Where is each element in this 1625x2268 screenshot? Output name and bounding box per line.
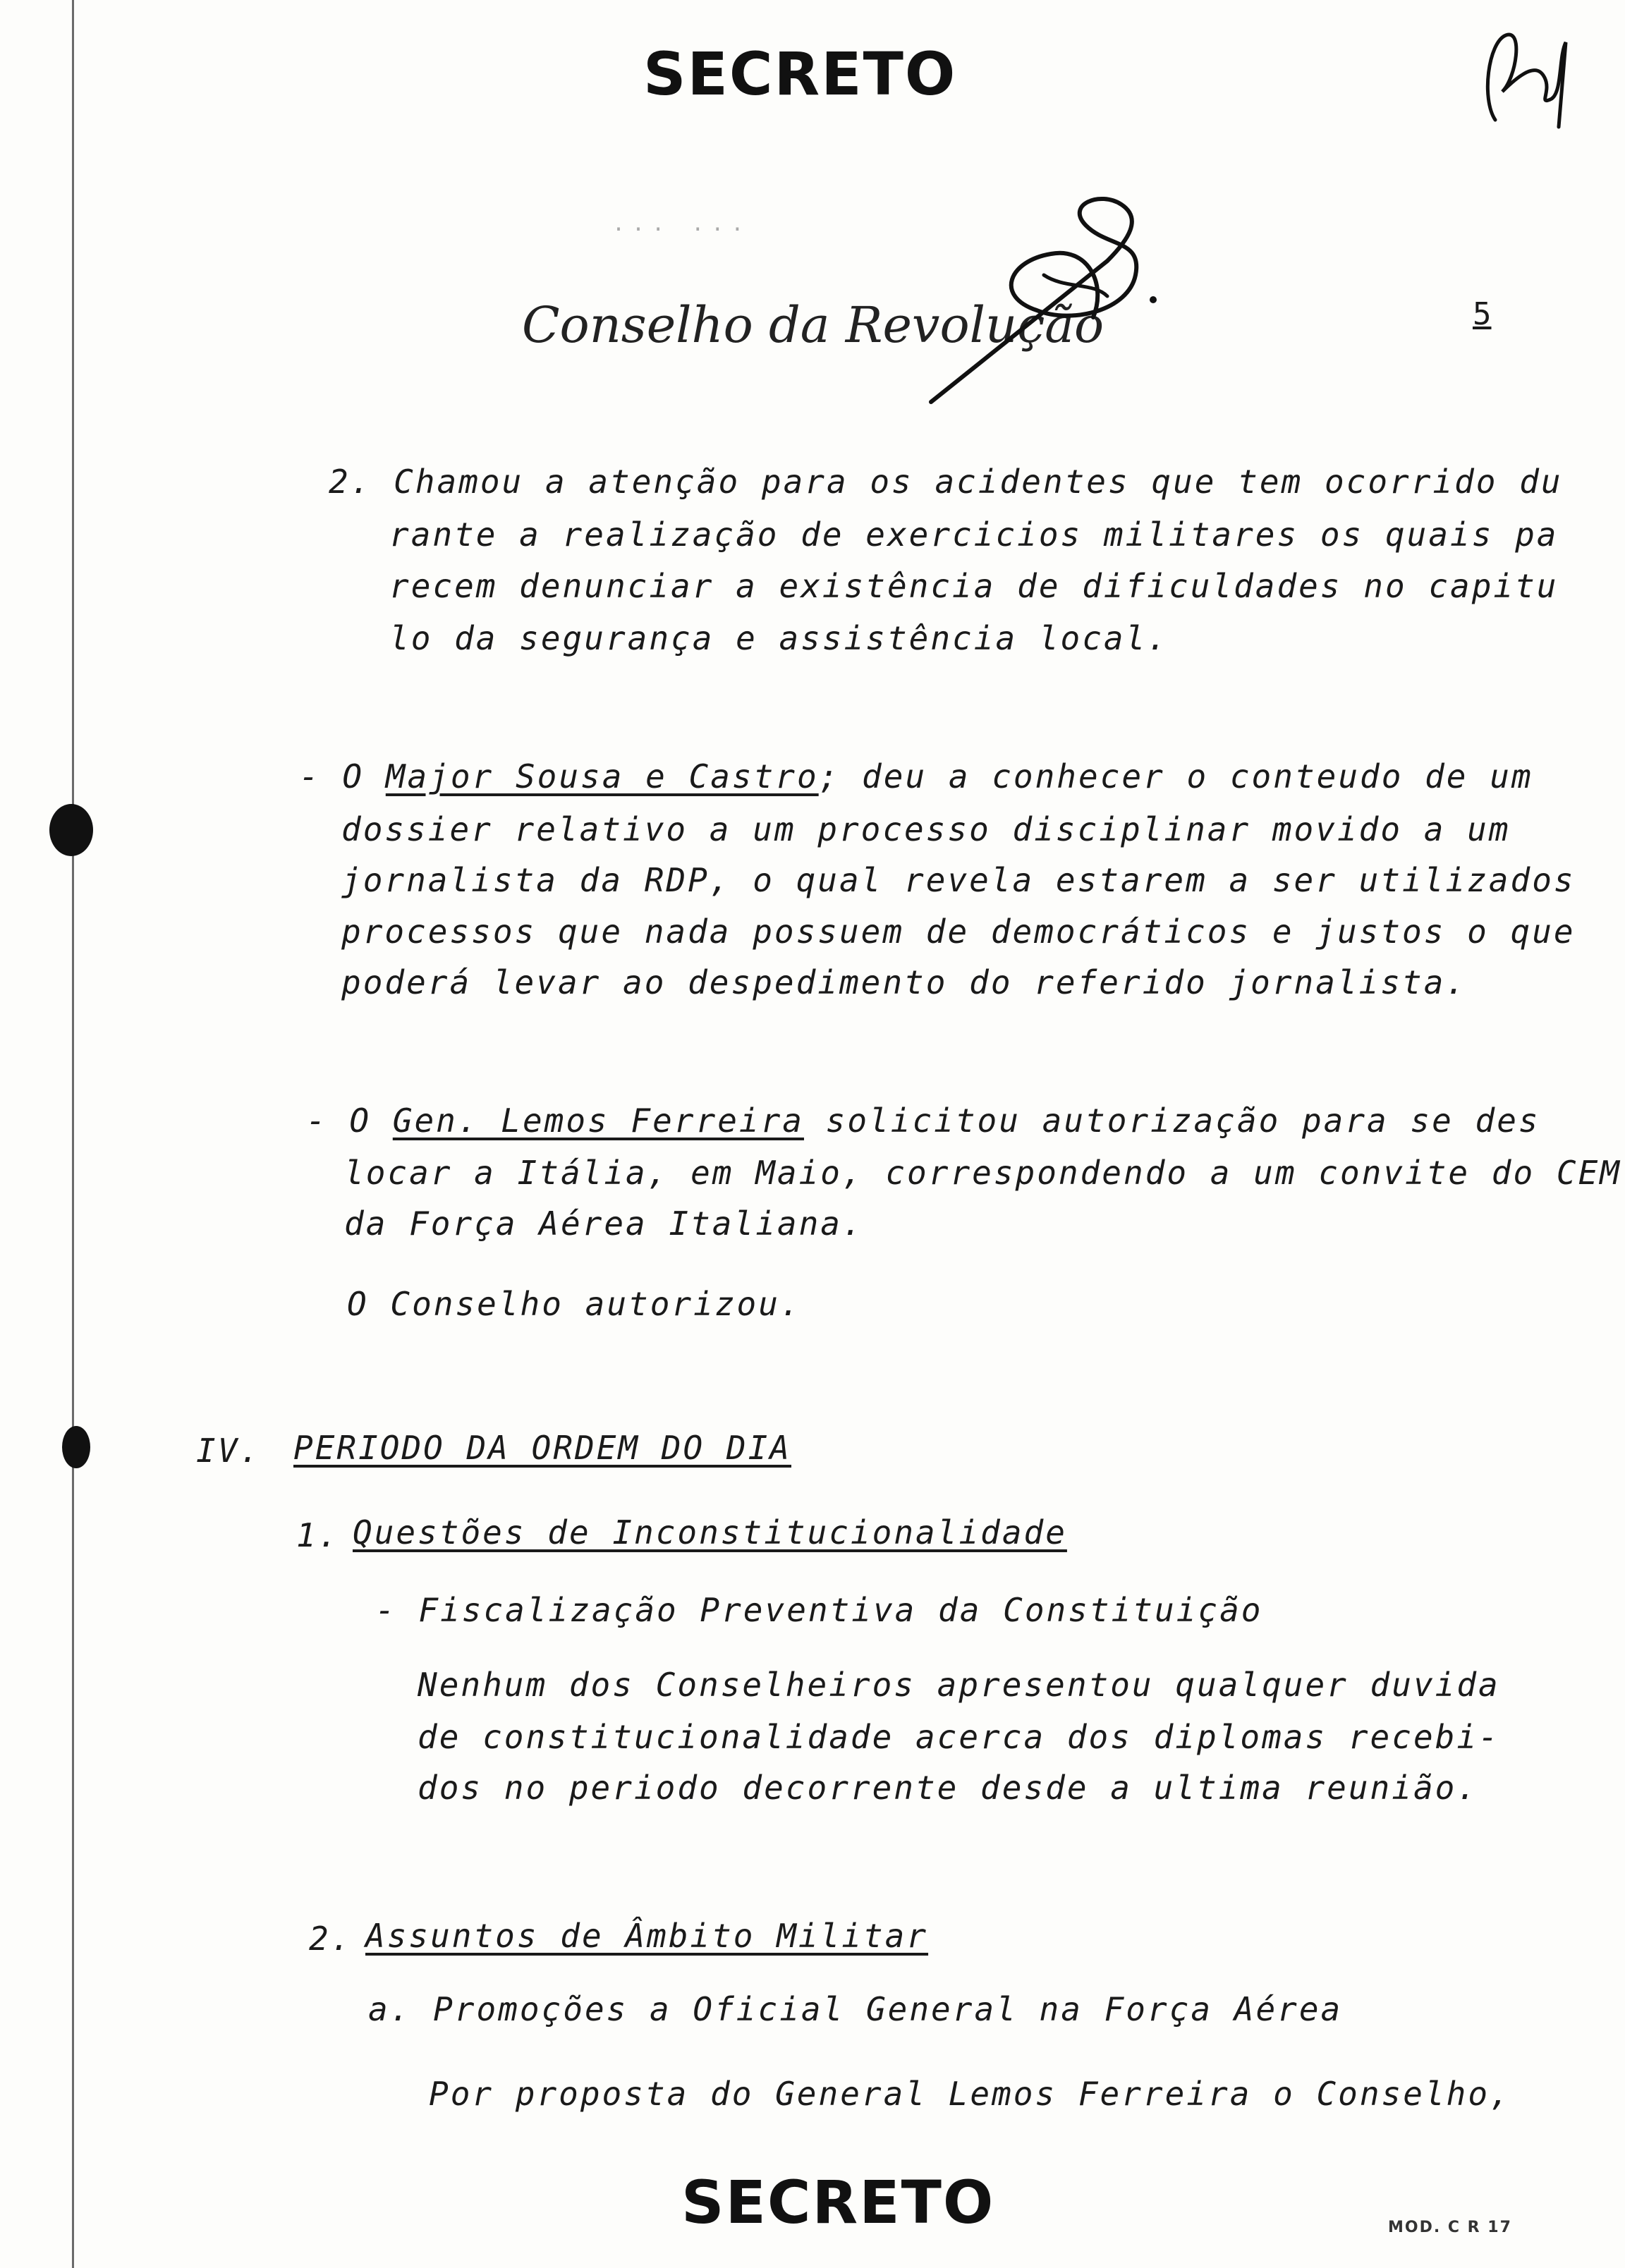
punch-hole-top [49, 804, 93, 856]
item-2-line-1: 2. Chamou a atenção para os acidentes que tem ocorrido du [329, 463, 1563, 501]
punch-hole-bottom [62, 1426, 90, 1468]
letterhead-title: Conselho da Revolução [522, 296, 1104, 354]
secret-stamp-bottom: SECRETO [681, 2168, 995, 2237]
major-sousa-line-3: jornalista da RDP, o qual revela estarem a ser utilizados [341, 861, 1576, 899]
major-sousa-lead: - O [299, 757, 386, 795]
section-iv-numeral: IV. [196, 1432, 262, 1470]
gen-lemos-rest: solicitou autorização para se des [803, 1102, 1540, 1140]
subsection-1-line-3: dos no periodo decorrente desde a ultima reunião. [418, 1769, 1479, 1807]
major-sousa-rest: ; deu a conhecer o conteudo de um [818, 757, 1533, 795]
gen-lemos-name: Gen. Lemos Ferreira [392, 1102, 804, 1140]
subsection-2-item-a: a. Promoções a Oficial General na Força Aérea [368, 1990, 1343, 2028]
section-iv-title: PERIODO DA ORDEM DO DIA [293, 1429, 791, 1467]
gen-lemos-decision: O Conselho autorizou. [347, 1285, 802, 1323]
major-sousa-line-1 [299, 757, 1533, 795]
subsection-2-line: Por proposta do General Lemos Ferreira o Conselho, [429, 2075, 1511, 2113]
gen-lemos-lead: - O [306, 1102, 393, 1140]
subsection-2-title: Assuntos de Âmbito Militar [365, 1917, 929, 1955]
secret-stamp-top: SECRETO [643, 39, 957, 109]
gen-lemos-line-3: da Força Aérea Italiana. [344, 1205, 864, 1243]
page-number: 5 [1473, 296, 1492, 332]
major-sousa-line-4: processos que nada possuem de democráticos e justos o que [341, 913, 1576, 951]
subsection-1-title: Questões de Inconstitucionalidade [353, 1513, 1067, 1551]
item-2-line-3: recem denunciar a existência de dificuldades no capitu [389, 567, 1559, 605]
subsection-2-number: 2. [309, 1920, 353, 1958]
faint-scan-text: ... ... [612, 212, 751, 236]
item-2-line-2: rante a realização de exercicios militares os quais pa [389, 516, 1559, 554]
gen-lemos-line-1 [306, 1102, 1540, 1140]
major-sousa-line-5: poderá levar ao despedimento do referido jornalista. [341, 963, 1468, 1001]
subsection-1-item: - Fiscalização Preventiva da Constituição [375, 1591, 1263, 1629]
subsection-1-line-1: Nenhum dos Conselheiros apresentou qualquer duvida [418, 1666, 1500, 1704]
item-2-line-4: lo da segurança e assistência local. [389, 619, 1169, 657]
subsection-1-number: 1. [296, 1516, 340, 1554]
major-sousa-line-2: dossier relativo a um processo disciplinar movido a um [341, 810, 1511, 848]
major-sousa-name: Major Sousa e Castro [385, 757, 819, 795]
binding-margin-line [72, 0, 74, 2268]
form-code: MOD. C R 17 [1388, 2219, 1512, 2236]
handwritten-signature [875, 176, 1171, 416]
subsection-1-line-2: de constitucionalidade acerca dos diplomas recebi- [418, 1718, 1500, 1756]
gen-lemos-line-2: locar a Itália, em Maio, correspondendo a um convite do CEM [344, 1154, 1621, 1192]
handwritten-initials [1474, 14, 1573, 134]
